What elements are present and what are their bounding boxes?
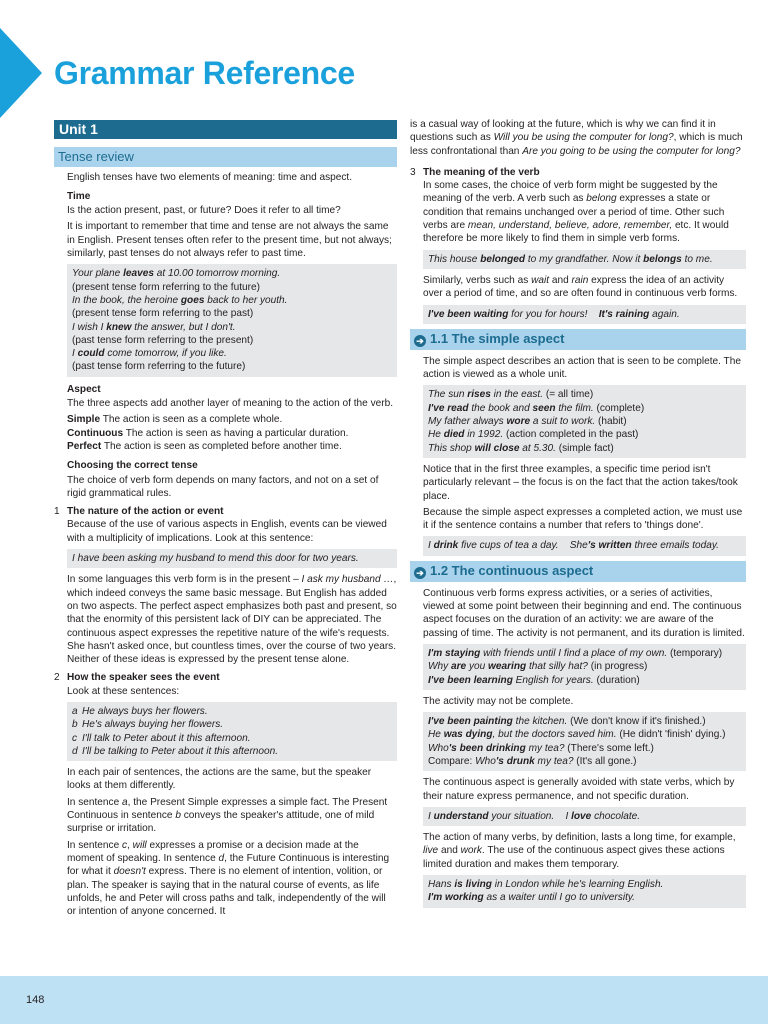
example-note: (present tense form referring to the past) [72, 308, 254, 320]
example-line: I've read the book and seen the film. (complete) [428, 402, 645, 414]
example-line: I wish I knew the answer, but I don't. [72, 321, 236, 333]
example-line: b He's always buying her flowers. [72, 719, 224, 731]
continuous-aspect-body-2 [410, 695, 746, 708]
example-line: Who's been drinking my tea? (There's some left.) [428, 742, 654, 754]
item1-body-2 [54, 573, 397, 666]
aspect-simple: Simple The action is seen as a complete whole. [67, 414, 283, 426]
item2-p3: In sentence a, the Present Simple expresses a simple fact. The Present Continuous in sentence b conveys the speaker's attitude, one of mild surprise or irritation. [67, 796, 388, 835]
example-note: (present tense form referring to the future) [72, 281, 260, 293]
example-box-item1: I have been asking my husband to mend this door for two years. [67, 549, 397, 568]
left-column [54, 118, 397, 921]
section-continuous-aspect: ➔ 1.2 The continuous aspect [410, 561, 746, 582]
page-footer [0, 976, 768, 1024]
example-box-s12b [423, 712, 746, 771]
tense-review-body [54, 171, 397, 261]
triangle-arrow-icon [0, 28, 42, 118]
item3-p2: Similarly, verbs such as wait and rain express the idea of an activity over a period of time, and so are often found in continuous verb forms. [423, 274, 738, 300]
item-heading: The nature of the action or event [67, 506, 224, 518]
item2-p1: Look at these sentences: [67, 685, 180, 697]
example-line: He died in 1992. (action completed in the past) [428, 429, 639, 441]
example-line: c I'll talk to Peter about it this afternoon. [72, 732, 251, 744]
item-heading: How the speaker sees the event [67, 672, 220, 684]
aspect-continuous: Continuous The action is seen as having a particular duration. [67, 427, 349, 439]
page-number: 148 [26, 994, 45, 1006]
s12-p4: The action of many verbs, by definition, lasts a long time, for example, live and work. The use of the continuous aspect gives these actions limited duration and makes them temporary. [423, 832, 736, 870]
choosing-p1: The choice of verb form depends on many factors, and not on a set of rigid grammatical rules. [67, 474, 379, 499]
continuous-aspect-body [410, 587, 746, 640]
heading-choosing: Choosing the correct tense [67, 460, 198, 472]
example-box-s11 [423, 385, 746, 457]
item2-p4: In sentence c, will expresses a promise or a decision made at the moment of speaking. In sentence d, the Future Continuous is interesting for what it doesn't express. There is no element of intention, volition, or plan. The speaker is saying that in the natural course of events, as life unfolds, he and Peter will cross paths and talk, independently of the will or intention of anyone concerned. It [67, 839, 390, 918]
aspect-block [54, 383, 397, 500]
page-title: Grammar Reference [54, 55, 355, 91]
example-box-s12a [423, 644, 746, 690]
item2-body [54, 685, 397, 698]
heading-time: Time [67, 190, 91, 202]
s12-p2: The activity may not be complete. [423, 695, 574, 707]
item1-p2: In some languages this verb form is in the present – I ask my husband …, which indeed conveys the same basic message. But English has added on two aspects. The perfect aspect emphasizes both past and present, so that the enormity of this persistent lack of DIY can be appreciated. The continuous aspect expresses the repetitive nature of the wife's requests. She hasn't asked once, but countless times, over the course of two years. Neither of these ideas is expressed by the present tense alone. [67, 574, 397, 666]
example-line: I'm working as a waiter until I go to university. [428, 892, 635, 904]
example-box-item2 [67, 702, 397, 761]
intro-text: English tenses have two elements of meaning: time and aspect. [67, 171, 353, 183]
item1-body [54, 518, 397, 545]
numbered-item-3 [410, 166, 746, 179]
unit-heading: Unit 1 [54, 120, 397, 139]
numbered-item-2 [54, 671, 397, 684]
example-line: Your plane leaves at 10.00 tomorrow morning. [72, 268, 281, 280]
example-line: This shop will close at 5.30. (simple fact) [428, 442, 614, 454]
example-line: a He always buys her flowers. [72, 705, 208, 717]
item1-p1: Because of the use of various aspects in English, events can be viewed with a multiplicity of implications. Look at this sentence: [67, 519, 387, 544]
item3-body-2 [410, 274, 746, 301]
s12-p3: The continuous aspect is generally avoided with state verbs, which by their nature express permanence, and not specific duration. [423, 777, 735, 802]
s11-p2: Notice that in the first three examples, a specific time period isn't particularly relevant – the focus is on the fact that the action takes/took place. [423, 463, 738, 502]
heading-aspect: Aspect [67, 383, 101, 395]
example-box-s12d [423, 875, 746, 908]
s11-p1: The simple aspect describes an action that is seen to be complete. The action is viewed as a whole unit. [423, 355, 741, 381]
simple-aspect-body [410, 355, 746, 382]
simple-aspect-body-2 [410, 463, 746, 532]
example-line: I've been painting the kitchen. (We don't know if it's finished.) [428, 716, 706, 728]
item3-body [410, 179, 746, 245]
item-number: 3 [410, 166, 416, 178]
section-simple-aspect: ➔ 1.1 The simple aspect [410, 329, 746, 350]
item-heading: The meaning of the verb [423, 166, 540, 178]
item2-body-2 [54, 766, 397, 918]
item2-p2: In each pair of sentences, the actions are the same, but the speaker looks at them differently. [67, 767, 372, 792]
item3-p1: In some cases, the choice of verb form might be suggested by the meaning of the verb. A verb such as belong expresses a state or condition that remains unchanged over a period of time. Other such verbs are mean, understand, believe, adore, remember, etc. It would therefore be more likely to find them in simple verb forms. [423, 180, 729, 245]
time-p2: It is important to remember that time and tense are not always the same in English. Present tenses often refer to the present time, but not always; similarly, past tenses do not always refer to past time. [67, 221, 392, 260]
example-box-item3b: I've been waiting for you for hours! It's raining again. [423, 305, 746, 324]
continued-text: is a casual way of looking at the future, which is why we can find it in questions such as Will you be using the computer for long?, which is much less confrontational than Are you going to be using the computer for long? [410, 119, 743, 157]
example-note: (past tense form referring to the present) [72, 334, 254, 346]
example-box-s11b: I drink five cups of tea a day. She's written three emails today. [423, 536, 746, 555]
item-number: 1 [54, 506, 60, 518]
example-line: He was dying, but the doctors saved him. (He didn't 'finish' dying.) [428, 729, 726, 741]
arrow-circle-icon: ➔ [414, 567, 426, 579]
aspect-perfect: Perfect The action is seen as completed before another time. [67, 440, 342, 452]
example-line: The sun rises in the east. (= all time) [428, 389, 594, 401]
right-column [410, 118, 746, 913]
item-number: 2 [54, 672, 60, 684]
s12-p1: Continuous verb forms express activities, or a series of activities, viewed at some point between their beginning and end. The continuous aspect focuses on the duration of an activity: we are aware of the passing of time. The activity is not permanent, and its duration is limited. [423, 587, 745, 639]
arrow-circle-icon: ➔ [414, 335, 426, 347]
example-line: Compare: Who's drunk my tea? (It's all gone.) [428, 755, 637, 767]
continuous-aspect-body-3 [410, 776, 746, 803]
example-box-s12c: I understand your situation. I love chocolate. [423, 807, 746, 826]
s11-p3: Because the simple aspect expresses a completed action, we must use it if the sentence contains a number that refers to 'things done'. [423, 506, 743, 532]
numbered-item-1 [54, 505, 397, 518]
example-box-time [67, 264, 397, 376]
example-line: I'm staying with friends until I find a place of my own. (temporary) [428, 647, 723, 659]
example-line: Hans is living in London while he's learning English. [428, 879, 664, 891]
continuous-aspect-body-4 [410, 831, 746, 871]
example-line: In the book, the heroine goes back to her youth. [72, 294, 288, 306]
example-line: I've been learning English for years. (duration) [428, 674, 640, 686]
section-tense-review: Tense review [54, 147, 397, 166]
example-line: I could come tomorrow, if you like. [72, 348, 227, 360]
example-line: Why are you wearing that silly hat? (in progress) [428, 661, 648, 673]
example-line: My father always wore a suit to work. (habit) [428, 416, 627, 428]
aspect-p1: The three aspects add another layer of meaning to the action of the verb. [67, 398, 394, 410]
example-line: d I'll be talking to Peter about it this afternoon. [72, 745, 279, 757]
example-box-item3a: This house belonged to my grandfather. Now it belongs to me. [423, 250, 746, 269]
time-p1: Is the action present, past, or future? Does it refer to all time? [67, 205, 341, 217]
example-note: (past tense form referring to the future) [72, 361, 246, 373]
